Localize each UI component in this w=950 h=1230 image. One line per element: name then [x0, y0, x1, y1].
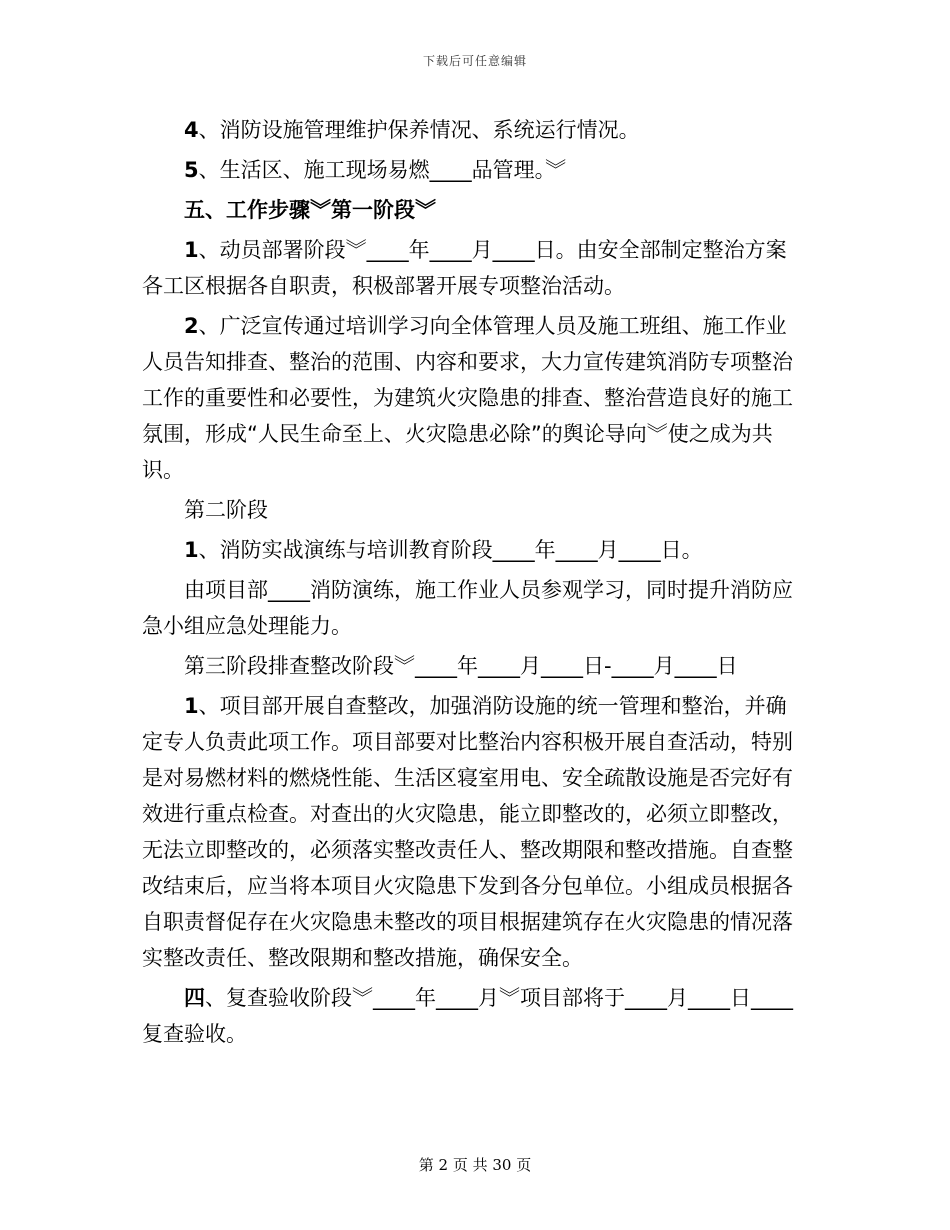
paragraph-stage-two: 第二阶段 — [184, 498, 268, 522]
page-number: 第 2 页 共 30 页 — [418, 1156, 532, 1174]
paragraph-stage-three: 第三阶段排查整改阶段︾____年____月____日-____月____日 — [184, 654, 738, 678]
paragraph-project-drill: 由项目部____消防演练，施工作业人员参观学习，同时提升消防应急小组应急处理能力。 — [142, 578, 793, 638]
page-header-note: 下载后可任意编辑 — [422, 54, 527, 68]
paragraph-text: 、复查验收阶段︾____年____月︾项目部将于____月____日____复查验收。 — [142, 986, 793, 1046]
paragraph-review-acceptance — [142, 980, 807, 1052]
paragraph-self-inspection — [142, 688, 807, 976]
item-number: 5 — [184, 158, 199, 182]
paragraph-text: 、动员部署阶段︾____年____月____日。由安全部制定整治方案各工区根据各自职责，积极部署开展专项整治活动。 — [142, 238, 787, 298]
section-heading-work-steps: 五、工作步骤︾第一阶段︾ — [184, 198, 436, 222]
paragraph-text: 、项目部开展自查整改，加强消防设施的统一管理和整治，并确定专人负责此项工作。项目部要对比整治内容积极开展自查活动，特别是对易燃材料的燃烧性能、生活区寝室用电、安全疏散设施是否完好有效进行重点检查。对查出的火灾隐患，能立即整改的，必须立即整改，无法立即整改的，必须落实整改责任人、整改期限和整改措施。自查整改结束后，应当将本项目火灾隐患下发到各分包单位。小组成员根据各自职责督促存在火灾隐患未整改的项目根据建筑存在火灾隐患的情况落实整改责任、整改限期和整改措施，确保安全。 — [142, 694, 793, 970]
item-number: 1 — [184, 538, 199, 562]
paragraph-text: 、广泛宣传通过培训学习向全体管理人员及施工班组、施工作业人员告知排查、整治的范围、内容和要求，大力宣传建筑消防专项整治工作的重要性和必要性，为建筑火灾隐患的排查、整治营造良好的施工氛围，形成“人民生命至上、火灾隐患必除”的舆论导向︾使之成为共识。 — [142, 314, 793, 482]
item-number: 1 — [184, 238, 199, 262]
item-number: 1 — [184, 694, 199, 718]
item-number: 4 — [184, 118, 199, 142]
item-number: 2 — [184, 314, 199, 338]
paragraph-publicity — [142, 308, 807, 488]
paragraph-drill — [142, 532, 807, 568]
paragraph-text: 、消防实战演练与培训教育阶段____年____月____日。 — [198, 538, 703, 562]
paragraph-item-5 — [142, 152, 807, 188]
paragraph-text: 、消防设施管理维护保养情况、系统运行情况。 — [198, 118, 640, 142]
paragraph-item-4 — [142, 112, 807, 148]
paragraph-mobilization — [142, 232, 807, 304]
document-body — [142, 108, 807, 1052]
paragraph-text: 、生活区、施工现场易燃____品管理。︾ — [198, 158, 567, 182]
item-number: 四 — [184, 986, 205, 1010]
